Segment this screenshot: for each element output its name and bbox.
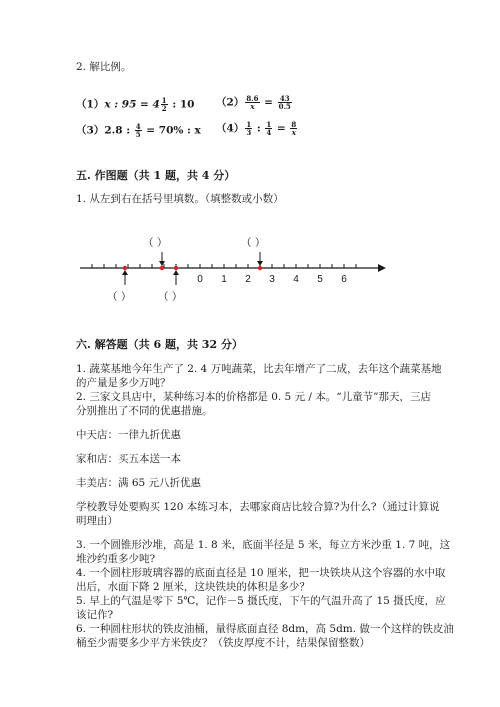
- q5-line-1: 5. 早上的气温是零下 5℃，记作－5 摄氏度，下午的气温升高了 15 摄氏度，应: [76, 595, 446, 607]
- q6-line-2: 桶至少需要多少平方米铁皮？（铁皮厚度不计，结果保留整数）: [76, 637, 370, 649]
- q2-line-1: 2. 三家文具店中，某种练习本的价格都是 0. 5 元 / 本。“儿童节”那天，三店: [76, 391, 432, 403]
- number-line-tick-label: 5: [317, 274, 323, 285]
- section-2-heading: 2. 解比例。: [76, 61, 132, 73]
- marker-point-4: [258, 266, 262, 270]
- arrow-up-2-head: [173, 270, 179, 275]
- section-5-title: 五. 作图题（共 1 题，共 4 分）: [76, 169, 236, 182]
- answer-parens-top-1: （ ）: [143, 237, 168, 249]
- q3-line-2: 堆沙约重多少吨?: [76, 553, 156, 565]
- answer-parens-top-2: （ ）: [241, 237, 266, 249]
- q1-line-1: 1. 蔬菜基地今年生产了 2. 4 万吨蔬菜，比去年增产了二成，去年这个蔬菜基地: [76, 363, 442, 375]
- number-line-tick-label: 0: [197, 274, 203, 285]
- number-line-tick-label: 2: [245, 274, 251, 285]
- answer-parens-bottom-1: （ ）: [107, 291, 132, 303]
- section-5-question: 1. 从左到右在括号里填数。（填整数或小数）: [76, 193, 284, 205]
- number-line-tick-label: 6: [341, 274, 347, 285]
- number-line-tick-label: 3: [269, 274, 275, 285]
- marker-point-3: [174, 266, 178, 270]
- q2-option-zhongtian: 中天店：一律九折优惠: [76, 429, 181, 441]
- arrow-down-2-head: [257, 261, 263, 266]
- section-6-title: 六. 解答题（共 6 题，共 32 分）: [76, 338, 243, 351]
- q1-line-2: 的产量是多少万吨？: [76, 377, 171, 389]
- q2-ask-line-2: 明理由）: [76, 515, 118, 527]
- q6-line-1: 6. 一种圆柱形状的铁皮油桶，量得底面直径 8dm，高 5dm. 做一个这样的铁皮油: [76, 623, 454, 635]
- proportion-1: （1）x : 95 = 4 $\frac{1}{2}$ : 10: [76, 96, 195, 113]
- q4-line-2: 出后，水面下降 2 厘米，这块铁块的体积是多少？: [76, 581, 310, 593]
- marker-point-1: [123, 266, 127, 270]
- q3-line-1: 3. 一个圆锥形沙堆，高是 1. 8 米，底面半径是 5 米，每立方米沙重 1. 7 吨，这: [76, 539, 451, 551]
- proportion-4: （4） $\frac{1}{3}$ : $\frac{1}{4}$ = $\frac{8}{x}$: [216, 120, 297, 137]
- number-line-arrow: [378, 264, 386, 272]
- marker-point-2: [160, 266, 164, 270]
- proportion-3: （3）2.8 : $\frac{4}{5}$ = 70% : x: [76, 122, 201, 139]
- q2-line-2: 分别推出了不同的优惠措施。: [76, 405, 213, 417]
- arrow-up-1-head: [122, 270, 128, 275]
- number-line-tick-label: 4: [293, 274, 299, 285]
- q4-line-1: 4. 一个圆柱形玻璃容器的底面直径是 10 厘米，把一块铁块从这个容器的水中取: [76, 567, 446, 579]
- proportion-2: （2） $\frac{8.6}{x}$ = $\frac{43}{0.5}$: [216, 94, 291, 111]
- q5-line-2: 该记作?: [76, 609, 114, 621]
- number-line-tick-label: 1: [221, 274, 227, 285]
- q2-option-jiahe: 家和店：买五本送一本: [76, 453, 181, 465]
- q2-ask-line-1: 学校教导处要购买 120 本练习本，去哪家商店比较合算?为什么?（通过计算说: [76, 501, 440, 513]
- q2-option-fengmei: 丰美店：满 65 元八折优惠: [76, 477, 202, 489]
- answer-parens-bottom-2: （ ）: [158, 291, 183, 303]
